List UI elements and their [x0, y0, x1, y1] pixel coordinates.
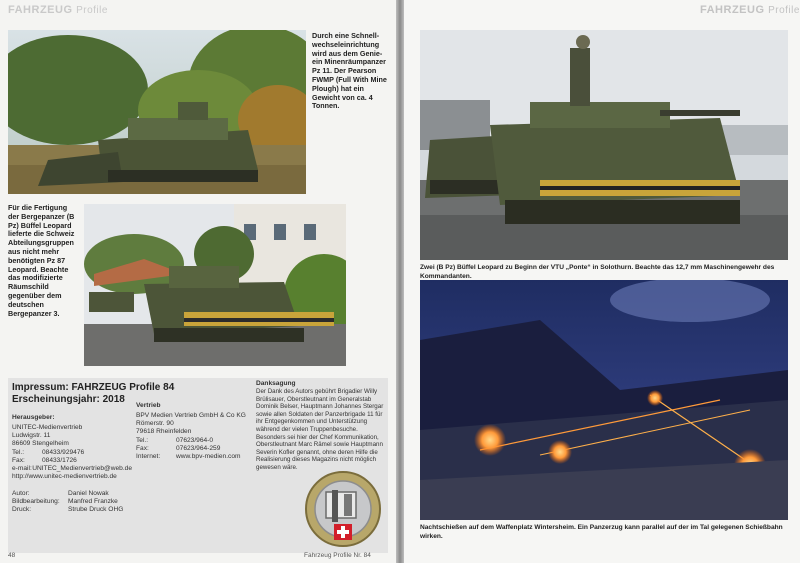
publisher-line: Ludwigstr. 11: [12, 432, 51, 440]
publisher-line: UNITEC-Medienvertrieb: [12, 424, 83, 431]
caption-mine-plough: Durch eine Schnell-wechseleinrichtung wird aus dem Genie- ein Minenräumpanzer Pz 11. Der Pearson FWMP (Full With Mine Plough) hat ein Gewicht von ca. 4 Tonnen.: [312, 31, 387, 111]
credit-row: Bildbearbeitung: Manfred Franzke: [12, 498, 118, 506]
caption-night-firing: Nachtschießen auf dem Waffenplatz Wintersheim. Ein Panzerzug kann parallel auf der im Tal gelegenen Schießbahn wirken.: [420, 524, 783, 540]
credit-row: Autor: Daniel Nowak: [12, 490, 109, 497]
vertrieb-label: Vertrieb: [136, 402, 161, 409]
publisher-line: 86609 Stengelheim: [12, 440, 69, 448]
credits-block: [12, 490, 162, 515]
vertrieb-block: [136, 412, 254, 461]
page-gutter: [396, 0, 404, 563]
impressum-year: Erscheinungsjahr: 2018: [12, 394, 125, 405]
publisher-block: [12, 424, 132, 481]
left-page: [0, 0, 396, 563]
page-number-left: 48: [8, 552, 16, 559]
impressum-title: Impressum: FAHRZEUG Profile 84: [12, 382, 175, 393]
publisher-contact: Fax: 08433/1726: [12, 456, 77, 464]
impressum-box: [8, 378, 388, 553]
publisher-contact: Tel.: 08433/929476: [12, 448, 85, 456]
vertrieb-contact[interactable]: Internet: www.bpv-medien.com: [136, 453, 241, 461]
footer-magazine: Fahrzeug Profile Nr. 84: [304, 552, 371, 559]
brigade-badge-emblem: [304, 470, 382, 548]
photo-mine-plough-tank: [8, 30, 306, 194]
vertrieb-line: 79618 Rheinfelden: [136, 428, 192, 436]
publisher-label: Herausgeber:: [12, 414, 55, 421]
caption-two-bueffel: Zwei (B Pz) Büffel Leopard zu Beginn der VTU „Ponte“ in Solothurn. Beachte das 12,7 mm Maschinengewehr des Kommandanten.: [420, 264, 775, 280]
vertrieb-contact: Tel.: 07623/964-0: [136, 436, 214, 444]
photo-two-bueffel-solothurn: [420, 30, 788, 260]
header-section: Profile: [76, 5, 108, 16]
header-brand: FAHRZEUG: [8, 4, 73, 16]
vertrieb-line: BPV Medien Vertrieb GmbH & Co KG: [136, 412, 246, 419]
header-section: Profile: [768, 5, 800, 16]
caption-bueffel-fertigung: Für die Fertigung der Bergepanzer (B Pz) Büffel Leopard lieferte die Schweiz Abteilungsgruppen aus nicht mehr benötigten Pz 87 Leopard. Beachte das modifizierte Räumschild gegenüber dem deutschen Bergepanzer 3.: [8, 203, 75, 318]
right-page: [404, 0, 800, 563]
right-header: [700, 4, 800, 16]
header-brand: FAHRZEUG: [700, 4, 765, 16]
thanks-title: Danksagung: [256, 380, 296, 387]
thanks-text: Der Dank des Autors gebührt Brigadier Willy Brülisauer, Oberstleutnant im Generalstab Dominik Belser, Hauptmann Johannes Stergar sowie allen Soldaten der Panzerbrigade 11 für ihr Entgegenkommen und Unterstützung während der vielen Truppenbesuche. Besonders sei hier der Chef Kommunikation, Oberstleutnant Marc Rämel sowie Hauptmann Severin Kofler genannt, ohne deren Hilfe die Realisierung dieses Magazins nicht möglich gewesen wäre.: [256, 388, 384, 471]
publisher-web-link[interactable]: http://www.unitec-medienvertrieb.de: [12, 473, 117, 481]
publisher-contact[interactable]: e-mail: UNITEC_Medienvertrieb@web.de: [12, 465, 132, 473]
photo-bueffel-village: [84, 204, 346, 366]
credit-row: Druck: Strube Druck OHG: [12, 506, 124, 514]
vertrieb-contact: Fax: 07623/964-259: [136, 444, 221, 452]
left-header: [8, 4, 108, 16]
vertrieb-line: Römerstr. 90: [136, 420, 174, 428]
photo-night-firing: [420, 280, 788, 520]
